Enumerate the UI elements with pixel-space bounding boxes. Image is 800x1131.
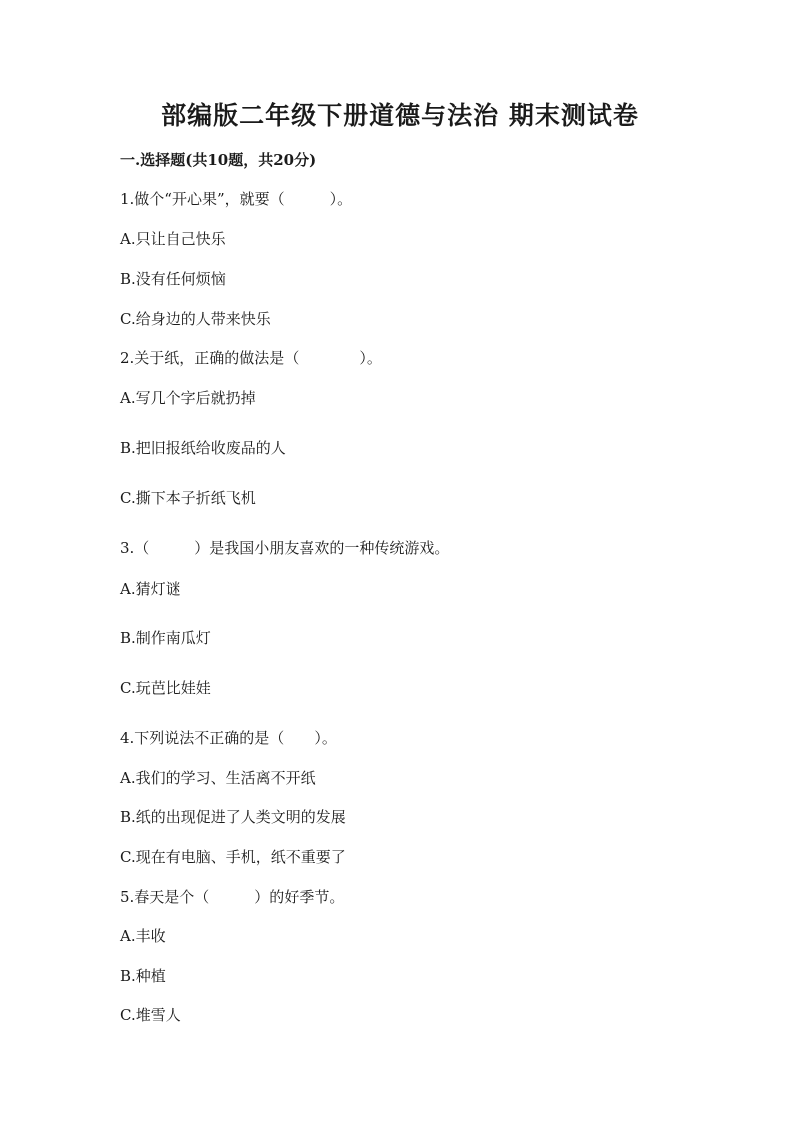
question-4-option-b: B.纸的出现促进了人类文明的发展 [120,808,346,826]
question-2-stem: 2.关于纸，正确的做法是（ ）。 [120,349,382,367]
question-3-option-c: C.玩芭比娃娃 [120,679,211,697]
question-5-option-a: A.丰收 [120,927,166,945]
question-3-stem: 3.（ ）是我国小朋友喜欢的一种传统游戏。 [120,539,450,557]
question-3-option-a: A.猜灯谜 [120,580,181,598]
question-1-option-a: A.只让自己快乐 [120,230,226,248]
question-4-stem: 4.下列说法不正确的是（ ）。 [120,729,337,747]
question-5-option-c: C.堆雪人 [120,1006,181,1024]
question-4-option-a: A.我们的学习、生活离不开纸 [120,769,316,787]
question-1-option-b: B.没有任何烦恼 [120,270,226,288]
question-5-stem: 5.春天是个（ ）的好季节。 [120,888,345,906]
question-1-option-c: C.给身边的人带来快乐 [120,310,271,328]
question-4-option-c: C.现在有电脑、手机，纸不重要了 [120,848,346,866]
question-3-option-b: B.制作南瓜灯 [120,629,211,647]
question-2-option-c: C.撕下本子折纸飞机 [120,489,256,507]
question-1-stem: 1.做个“开心果”，就要（ ）。 [120,190,353,208]
question-5-option-b: B.种植 [120,967,166,985]
section-heading: 一.选择题(共10题，共20分) [120,151,317,169]
question-2-option-a: A.写几个字后就扔掉 [120,389,256,407]
page-title: 部编版二年级下册道德与法治 期末测试卷 [161,101,639,130]
question-2-option-b: B.把旧报纸给收废品的人 [120,439,286,457]
